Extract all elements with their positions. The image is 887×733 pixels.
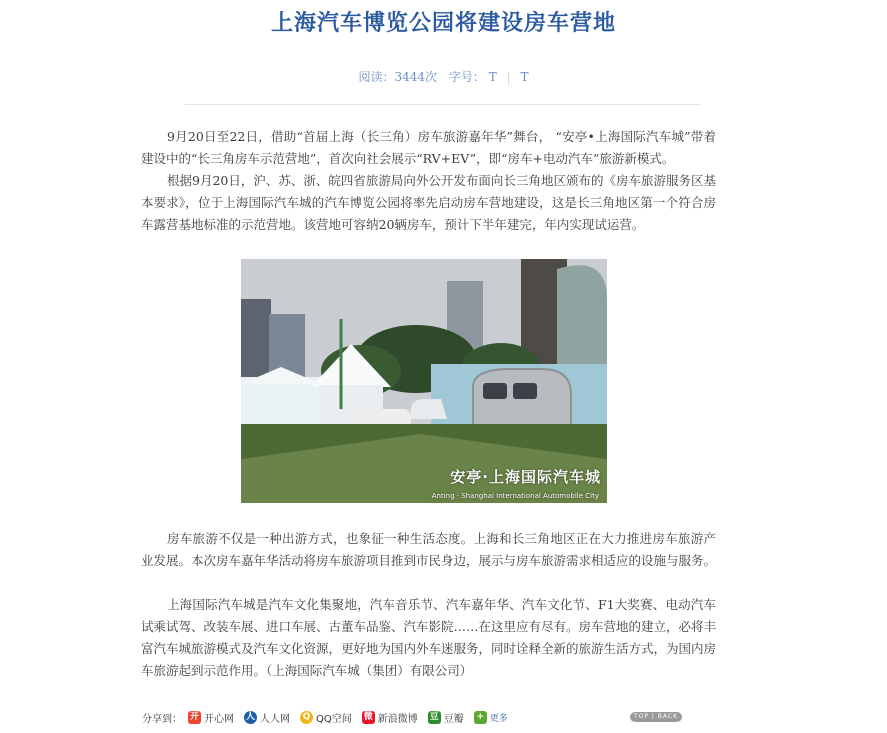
share-weibo[interactable] bbox=[362, 710, 418, 725]
share-kaixin[interactable] bbox=[188, 710, 234, 725]
font-size-label: 字号： bbox=[448, 70, 485, 84]
share-bar bbox=[142, 710, 518, 725]
article-paragraph: 9月20日至22日，借助“首届上海（长三角）房车旅游嘉年华”舞台， “安亭•上海国际汽车城”带着建设中的“长三角房车示范营地”，首次向社会展示“RV+EV”，即“房车+电动汽车”旅游新模式。 bbox=[141, 129, 716, 166]
article-paragraph: 上海国际汽车城是汽车文化集聚地，汽车音乐节、汽车嘉年华、汽车文化节、F1大奖赛、电动汽车试乘试驾、改装车展、进口车展、古董车品鉴、汽车影院……在这里应有尽有。房车营地的建立，必将丰富汽车城旅游模式及汽车文化资源，更好地为国内外车迷服务，同时诠释全新的旅游生活方式，为国内房车旅游起到示范作用。（上海国际汽车城（集团）有限公司） bbox=[141, 597, 717, 678]
font-small-button[interactable]: T bbox=[488, 70, 497, 84]
share-more-label: 更多 bbox=[489, 714, 508, 724]
share-label: 分享到： bbox=[142, 714, 182, 725]
share-item-label: 新浪微博 bbox=[377, 714, 418, 725]
article-photo bbox=[241, 259, 607, 503]
plus-icon: + bbox=[474, 711, 487, 724]
renren-icon: 人 bbox=[245, 712, 255, 722]
share-douban[interactable] bbox=[428, 710, 464, 725]
read-count: 阅读：3444次 bbox=[358, 70, 438, 84]
qzone-icon: Q bbox=[300, 711, 313, 724]
share-item-label: 开心网 bbox=[204, 714, 234, 725]
share-item-label: 豆瓣 bbox=[443, 714, 464, 725]
photo-watermark-en: Anting · Shanghai International Automobile City bbox=[431, 492, 599, 500]
share-more[interactable] bbox=[474, 711, 508, 724]
header-divider bbox=[185, 104, 701, 105]
photo-watermark: 安亭·上海国际汽车城 bbox=[450, 468, 601, 486]
share-renren[interactable] bbox=[244, 710, 290, 725]
font-large-button[interactable]: T bbox=[520, 70, 529, 84]
kaixin-icon: 开 bbox=[189, 712, 199, 722]
douban-icon: 豆 bbox=[429, 712, 439, 722]
article-paragraph: 根据9月20日，沪、苏、浙、皖四省旅游局向外公开发布面向长三角地区颁布的《房车旅游服务区基本要求》，位于上海国际汽车城的汽车博览公园将率先启动房车营地建设，这是长三角地区第一个符合房车露营基地标准的示范营地。该营地可容纳20辆房车，预计下半年建完，年内实现试运营。 bbox=[141, 173, 716, 232]
share-item-label: 人人网 bbox=[260, 714, 290, 725]
article-paragraph: 房车旅游不仅是一种出游方式，也象征一种生活态度。上海和长三角地区正在大力推进房车旅游产业发展。本次房车嘉年华活动将房车旅游项目推到市民身边，展示与房车旅游需求相适应的设施与服务。 bbox=[141, 531, 717, 568]
divider: | bbox=[506, 70, 511, 84]
article-meta bbox=[0, 68, 887, 85]
share-item-label: QQ空间 bbox=[316, 714, 352, 725]
article-title: 上海汽车博览公园将建设房车营地 bbox=[270, 11, 616, 36]
top-back-button[interactable]: TOP | BACK bbox=[630, 712, 682, 722]
weibo-icon: 微 bbox=[363, 712, 373, 722]
share-qzone[interactable] bbox=[300, 710, 352, 725]
